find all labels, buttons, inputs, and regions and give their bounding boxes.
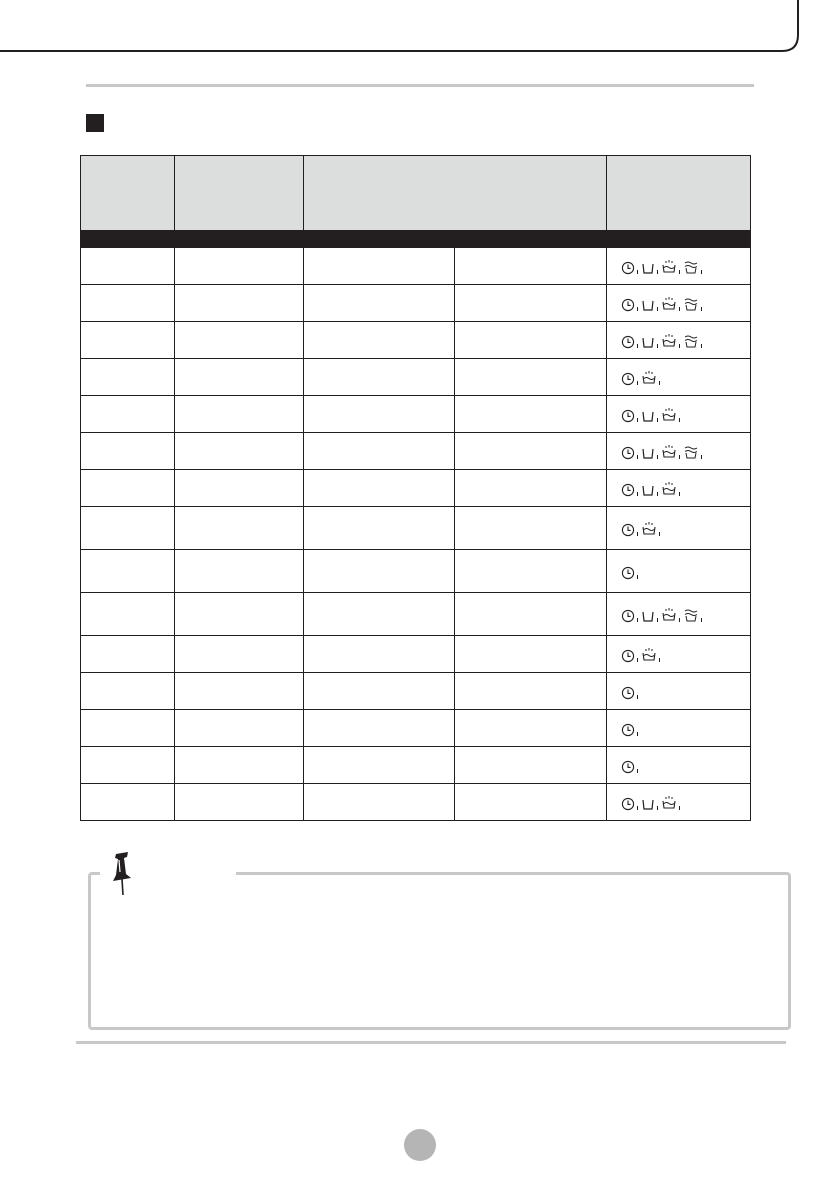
option-icons-cell [607,747,751,784]
option-icons-cell [607,285,751,322]
rinse-icon [683,259,699,275]
intensive-icon [641,521,657,537]
timer-icon [621,523,635,537]
table-row [81,593,751,636]
table-cell [304,673,455,710]
comma-separator [636,331,640,349]
table-row [81,359,751,396]
comma-separator [636,682,640,700]
comma-separator [636,368,640,386]
table-cell [455,636,607,673]
table-cell [175,673,304,710]
table-cell [81,673,175,710]
comma-separator [678,331,682,349]
comma-separator [656,442,660,460]
table-cell [81,593,175,636]
option-icons-cell [607,248,751,285]
comma-separator [700,257,704,275]
table-cell [175,710,304,747]
header-cell-2 [175,156,304,231]
option-icons-cell [607,507,751,550]
comma-separator [658,368,662,386]
table-cell [175,593,304,636]
comma-separator [636,479,640,497]
comma-separator [636,605,640,623]
table-cell [455,747,607,784]
table-cell [455,593,607,636]
table-cell [175,550,304,593]
table-cell [175,747,304,784]
comma-separator [656,331,660,349]
option-icons-cell [607,322,751,359]
table-header-row [81,156,751,231]
option-icons-cell [607,784,751,821]
bottom-rule [76,1041,786,1044]
intensive-icon [661,607,677,623]
prewash-icon [641,797,655,811]
table-cell [81,433,175,470]
table-cell [304,359,455,396]
note-box [88,872,791,1030]
table-row [81,710,751,747]
header-cell-1 [81,156,175,231]
table-cell [304,507,455,550]
table-row [81,550,751,593]
option-icons-cell [607,433,751,470]
table-cell [175,784,304,821]
table-cell [455,248,607,285]
table-subheader-band [81,231,751,248]
comma-separator [700,605,704,623]
comma-separator [636,405,640,423]
comma-separator [700,331,704,349]
comma-separator [678,605,682,623]
header-cell-3 [304,156,607,231]
intensive-icon [661,444,677,460]
table-cell [304,710,455,747]
comma-separator [636,257,640,275]
comma-separator [678,793,682,811]
table-cell [81,248,175,285]
comma-separator [636,793,640,811]
table-cell [175,470,304,507]
option-icons-cell [607,593,751,636]
table-row [81,673,751,710]
table-cell [455,507,607,550]
prewash-icon [641,298,655,312]
table-row [81,507,751,550]
table-cell [81,322,175,359]
table-cell [81,747,175,784]
page-number-dot [404,1129,436,1161]
comma-separator [678,442,682,460]
table-row [81,470,751,507]
intensive-icon [641,647,657,663]
prewash-icon [641,609,655,623]
table-cell [455,470,607,507]
option-icons-cell [607,470,751,507]
table-row [81,636,751,673]
table-cell [81,550,175,593]
option-icons-cell [607,359,751,396]
table-cell [81,710,175,747]
table-cell [175,285,304,322]
comma-separator [656,793,660,811]
table-row [81,747,751,784]
table-cell [304,784,455,821]
comma-separator [700,294,704,312]
table-cell [81,470,175,507]
rinse-icon [683,607,699,623]
section-square-bullet [86,114,104,132]
table-cell [175,636,304,673]
comma-separator [678,479,682,497]
programme-options-table [80,155,750,821]
table-cell [81,396,175,433]
crop-mark [0,0,800,52]
comma-separator [656,294,660,312]
table-cell [304,322,455,359]
table-cell [455,784,607,821]
table-cell [175,396,304,433]
comma-separator [678,405,682,423]
table-cell [81,507,175,550]
comma-separator [636,294,640,312]
prewash-icon [641,335,655,349]
timer-icon [621,609,635,623]
rinse-icon [683,333,699,349]
table-row [81,248,751,285]
top-rule [86,84,754,87]
comma-separator [700,442,704,460]
intensive-icon [661,795,677,811]
subheader-cell [175,231,304,248]
prewash-icon [641,409,655,423]
timer-icon [621,797,635,811]
table-cell [455,673,607,710]
comma-separator [656,257,660,275]
timer-icon [621,409,635,423]
option-icons-cell [607,396,751,433]
prewash-icon [641,446,655,460]
table-row [81,322,751,359]
table-row [81,433,751,470]
table-cell [455,396,607,433]
comma-separator [658,645,662,663]
table-cell [175,248,304,285]
comma-separator [636,442,640,460]
table-cell [175,433,304,470]
subheader-cell [607,231,751,248]
table-cell [175,322,304,359]
option-icons-cell [607,636,751,673]
timer-icon [621,298,635,312]
intensive-icon [661,296,677,312]
comma-separator [636,645,640,663]
option-icons-cell [607,710,751,747]
table-cell [455,433,607,470]
subheader-cell [81,231,175,248]
timer-icon [621,566,635,580]
rinse-icon [683,444,699,460]
comma-separator [656,405,660,423]
comma-separator [636,562,640,580]
table-cell [81,784,175,821]
option-icons-cell [607,673,751,710]
comma-separator [656,605,660,623]
table-cell [304,747,455,784]
comma-separator [658,519,662,537]
table-cell [304,470,455,507]
pushpin-icon [102,848,142,896]
comma-separator [636,519,640,537]
table-cell [455,285,607,322]
table-cell [304,636,455,673]
intensive-icon [661,481,677,497]
subheader-cell [304,231,455,248]
intensive-icon [661,259,677,275]
timer-icon [621,483,635,497]
table-row [81,285,751,322]
intensive-icon [661,333,677,349]
comma-separator [678,294,682,312]
table-cell [81,636,175,673]
timer-icon [621,446,635,460]
table-cell [81,359,175,396]
timer-icon [621,261,635,275]
comma-separator [678,257,682,275]
rinse-icon [683,296,699,312]
comma-separator [656,479,660,497]
table-row [81,784,751,821]
timer-icon [621,686,635,700]
header-cell-4 [607,156,751,231]
prewash-icon [641,261,655,275]
timer-icon [621,372,635,386]
table-cell [455,710,607,747]
timer-icon [621,723,635,737]
table-cell [175,359,304,396]
table-cell [81,285,175,322]
table-cell [304,593,455,636]
table-cell [175,507,304,550]
table-cell [304,285,455,322]
timer-icon [621,760,635,774]
comma-separator [636,756,640,774]
table-cell [304,550,455,593]
intensive-icon [641,370,657,386]
table-cell [455,359,607,396]
option-icons-cell [607,550,751,593]
table-cell [304,248,455,285]
timer-icon [621,649,635,663]
table-cell [304,433,455,470]
table-row [81,396,751,433]
table-cell [304,396,455,433]
table-cell [455,322,607,359]
table-cell [455,550,607,593]
subheader-cell [455,231,607,248]
prewash-icon [641,483,655,497]
comma-separator [636,719,640,737]
intensive-icon [661,407,677,423]
timer-icon [621,335,635,349]
